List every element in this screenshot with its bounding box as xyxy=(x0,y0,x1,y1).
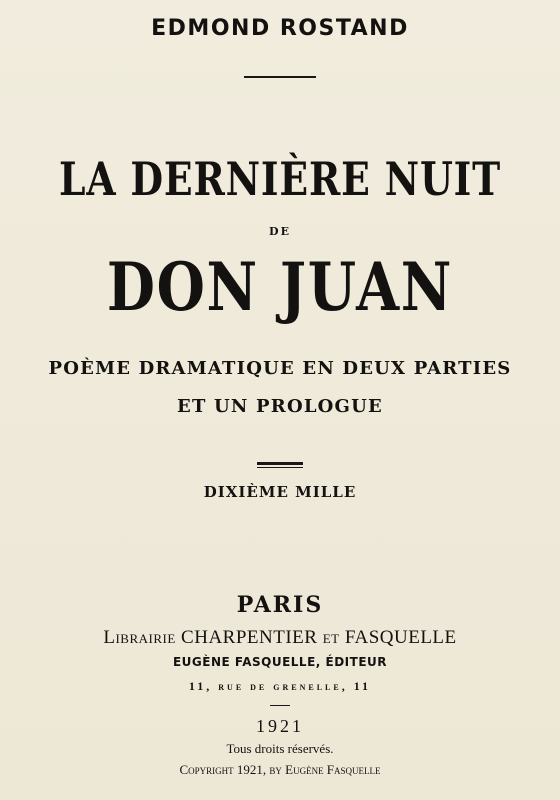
edition-label: DIXIÈME MILLE xyxy=(203,483,357,501)
title-line-2: DON JUAN xyxy=(106,248,454,326)
subtitle-line-2: ET UN PROLOGUE xyxy=(177,396,383,417)
editor-name: EUGÈNE FASQUELLE, ÉDITEUR xyxy=(172,655,387,669)
copyright-notice: Copyright 1921, by Eugène Fasquelle xyxy=(179,762,381,777)
publication-city: PARIS xyxy=(236,592,324,618)
author-name: EDMOND ROSTAND xyxy=(151,16,409,41)
title-connector: DE xyxy=(269,225,291,238)
rights-notice: Tous droits réservés. xyxy=(226,741,334,756)
edition-divider-thin xyxy=(257,467,303,468)
publisher-name: Librairie CHARPENTIER et FASQUELLE xyxy=(103,627,457,648)
author-divider xyxy=(244,76,316,78)
title-line-1: LA DERNIÈRE NUIT xyxy=(58,152,502,206)
subtitle-line-1: POÈME DRAMATIQUE EN DEUX PARTIES xyxy=(48,358,512,379)
publication-year: 1921 xyxy=(256,716,304,736)
year-divider xyxy=(270,705,290,706)
publisher-address: 11, rue de grenelle, 11 xyxy=(188,679,372,693)
edition-divider-thick xyxy=(257,462,303,465)
